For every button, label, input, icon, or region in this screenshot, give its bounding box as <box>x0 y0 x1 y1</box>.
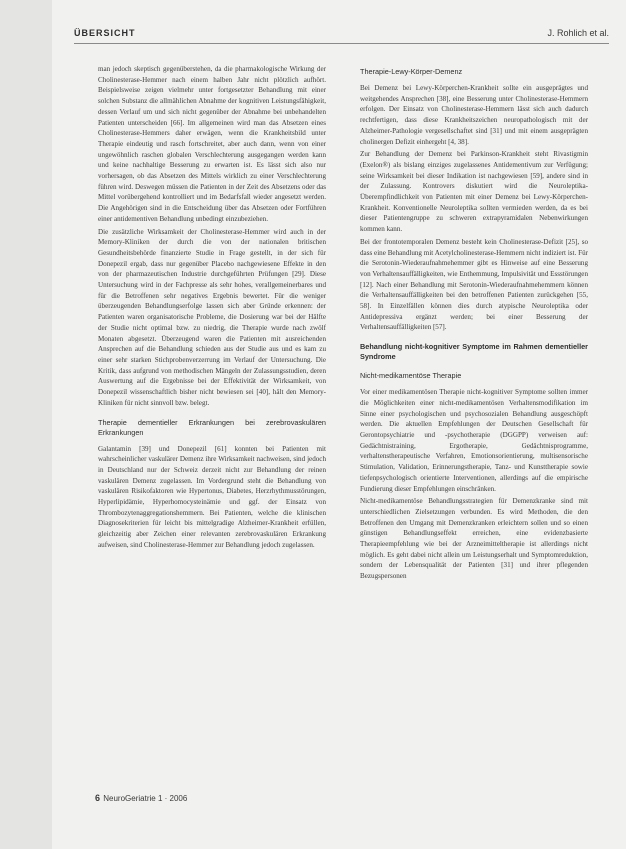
paragraph: Bei der frontotemporalen Demenz besteht kein Cholinesterase-Defizit [25], so dass eine Behandlung mit Acetylcholinesterase-Hemmern nicht indiziert ist. Für die Serotonin-Wiederaufnahmehemmer gibt es Hinweise auf eine Besserung von Verhaltensauffälligkeiten, wie Enthemmung, Impulsivität und Essstörungen [12]. Nach einer Behandlung mit Serotonin-Wiederaufnahmehemmern können die Verhaltensauffälligkeiten bei den betroffenen Patienten zurückgehen [55, 58]. In Einzelfällen können dies durch atypische Neuroleptika oder Antidepressiva ergänzt werden; bei einer Besserung der Verhaltensauffälligkeiten [57]. <box>360 237 588 332</box>
paragraph: Vor einer medikamentösen Therapie nicht-kognitiver Symptome sollten immer die Möglichkeiten einer nicht-medikamentösen Verhaltensmodifikation im Sinne einer psychologischen und psychosozialen Behandlung ausgeschöpft werden. Die aktuellen Empfehlungen der Deutschen Gesellschaft für Gerontopsychiatrie und -psychotherapie (DGGPP) verweisen auf: Gedächtnistraining, Ergotherapie, Gedächtnisprogramme, verhaltenstherapeutische Verfahren, Emotionsorientierung, multisensorische Stimulation, Validation, Erinnerungstherapie, Tanz- und Kunsttherapie sowie tiefenpsychologisch orientierte Interventionen, allerdings auf die empirische Fundierung dieser Empfehlungen einschränken. <box>360 388 588 493</box>
paragraph: Bei Demenz bei Lewy-Körperchen-Krankheit sollte ein ausgeprägtes und weitgehendes Ansprechen [38], eine Besserung unter Cholinesterase-Hemmern erfolgen. Der Einsatz von Cholinesterase-Hemmern lässt sich auch dadurch rechtfertigen, dass diese Krankheitszeichen neuropathologisch mit der Alzheimer-Pathologie vergesellschaftet sind [31] und mit einem ausgeprägten cholinergen Defizit einhergeht [4, 38]. <box>360 84 588 146</box>
section-heading: Behandlung nicht-kognitiver Symptome im Rahmen dementieller Syndrome <box>360 342 588 362</box>
right-column <box>360 67 588 584</box>
section-heading: Therapie dementieller Erkrankungen bei zerebrovaskulären Erkrankungen <box>98 417 326 437</box>
subsection-heading: Nicht-medikamentöse Therapie <box>360 371 462 381</box>
section-label: ÜBERSICHT <box>74 28 136 38</box>
section-heading: Therapie-Lewy-Körper-Demenz <box>360 67 463 76</box>
running-header <box>74 27 609 44</box>
paragraph: Nicht-medikamentöse Behandlungsstrategien für Demenzkranke sind mit unterschiedlichen Zielsetzungen verbunden. Es wird Methoden, die den Betroffenen den Umgang mit Demenzkranken erleichtern sollen und so einen günstigen Behandlungseffekt erreichen, eine evidenzbasierte Therapieempfehlung wie bei der Arzneimitteltherapie ist allerdings nicht möglich. Es geht dabei nicht allein um Leistungserhalt und Symptomreduktion, sondern der Lebensqualität der Patienten [31] und ihrer pflegenden Bezugspersonen <box>360 497 588 581</box>
paragraph: Die zusätzliche Wirksamkeit der Cholinesterase-Hemmer wird auch in der Memory-Kliniken der durch die von der nationalen britischen Gesundheitsbehörde finanzierte Studie in Frage gestellt, in der sich für Donepezil ergab, dass nur gegenüber Placebo nachgewiesene Effekte in den von der pharmazeutischen Industrie durchgeführten Prüfungen [29]. Diese Untersuchung wird in der Fachpresse als sehr hohes, verallgemeinerbares und für die Betroffenen sehr negatives Ergebnis bewertet. Für die weniger überzeugenden Behandlungserfolge lassen sich aber Gründe erkennen: der Patienten waren organisatorische Probleme, die Dosierung war bei der Hälfte der Studie nicht optimal bzw. zu niedrig, die Therapie wurde nach zwölf Monaten abgesetzt. Überzeugend waren die Patienten mit ausreichenden Ansprechen auf die Behandlung schieden aus der Studie aus und es kam zu einer sehr starken Stichprobenverzerrung im Verlauf der Untersuchung. Die Kritik, dass aufgrund von methodischen Mängeln der Zulassungsstudien, deren Auswertung auf die Ergebnisse bei der Effektivität der Wirksamkeit, von Donepezil wissenschaftlich bisher nicht bewiesen sei [40], hält den Memory-Kliniken für nicht sinnvoll bzw. belegt. <box>98 227 326 407</box>
paragraph: Zur Behandlung der Demenz bei Parkinson-Krankheit steht Rivastigmin (Exelon®) als bislang einziges zugelassenes Antidementivum zur Verfügung; seine Wirksamkeit bei dieser Indikation ist nachgewiesen [59], andere sind in der Zulassung. Kontrovers diskutiert wird die Neuroleptika-Überempfindlichkeit von Patienten mit einer Demenz bei Lewy-Körperchen-Krankheit. Konventionelle Neuroleptika sollten vermieden werden, da es bei dieser Patientengruppe zu schweren extrapyramidalen Nebenwirkungen kommen kann. <box>360 150 588 234</box>
left-column <box>98 64 326 553</box>
journal-name: NeuroGeriatrie 1 · 2006 <box>103 794 188 803</box>
running-authors: J. Rohlich et al. <box>547 28 609 38</box>
page-number: 6 <box>95 793 101 803</box>
paragraph: man jedoch skeptisch gegenüberstehen, da die pharmakologische Wirkung der Cholinesterase-Hemmer nach einem halben Jahr nicht plötzlich aufhört. Beispielsweise zeigen vielmehr unter fortgesetzter Behandlung mit einer solchen Substanz die allmählichen Abnahme der kognitiven Leistungsfähigkeit, dessen Verlauf um und sich nicht gegenüber der Abnahme bei unbehandelten Patienten unterscheiden [66]. Im allgemeinen wird man das Absetzen eines Cholinesterase-Hemmers daher erwägen, wenn die Krankheitsbild unter Therapie eindeutig und rasch fortschreitet, aber auch dann, wenn von einer ungewöhnlich raschen globalen Verschlechterung ausgegangen werden kann und keine nachhaltige Besserung zu erwarten ist. Es lässt sich also nur vorhersagen, ob das Absetzen des Mittels wirklich zu einer Verschlechterung führen wird. Deswegen müssen die Patienten in der Zeit des Absetzens oder das Mittel vorübergehend kontrolliert und im Bedarfsfall wieder angesetzt werden. Die Angehörigen sind in die Entscheidung über das Absetzen oder Fortführen einer antidementiven Behandlung unbedingt einzubeziehen. <box>98 65 326 223</box>
paragraph: Galantamin [39] und Donepezil [61] konnten bei Patienten mit wahrscheinlicher vaskulärer Demenz ihre Wirksamkeit nachweisen, sind jedoch in Deutschland nur der Schweiz derzeit nicht zur Behandlung der reinen vaskulären Demenz zugelassen. Im Vordergrund steht die Behandlung von vaskulären Risikofaktoren wie Hypertonus, Diabetes, Herzrhythmusstörungen, Hyperlipidämie, Hyperhomocysteinämie und ggf. der Einsatz von Thrombozytenaggregationshemmern. Bei Patienten, welche die klinischen Diagnosekriterien für leicht bis mittelgradige Alzheimer-Krankheit erfüllen, gleichzeitig aber Zeichen einer relevanten zerebrovaskulären Erkrankung aufweisen, sind Cholinesterase-Hemmer zur Behandlung jedoch zugelassen. <box>98 444 326 549</box>
page-footer <box>95 793 187 803</box>
